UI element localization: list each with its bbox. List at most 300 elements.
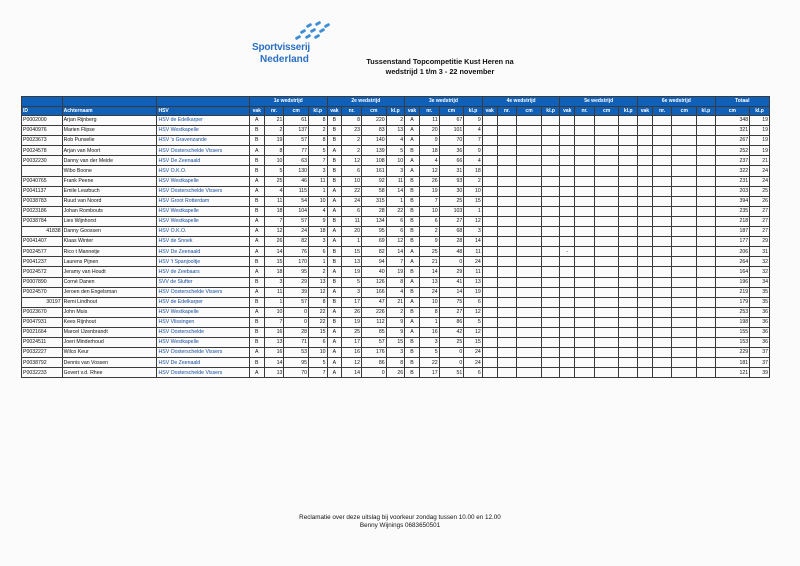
cell-w3-klp: 14 <box>464 237 483 247</box>
cell-total-cm: 164 <box>715 267 749 277</box>
cell-name: Klaas Winter <box>62 237 157 247</box>
cell-w1-klp: 10 <box>308 196 327 206</box>
cell-empty <box>672 297 697 307</box>
cell-w1-cm: 54 <box>284 196 309 206</box>
cell-w3-nr: 6 <box>419 216 439 226</box>
cell-w2-vak: A <box>327 327 342 337</box>
cell-total-cm: 231 <box>715 176 749 186</box>
cell-empty <box>697 307 716 317</box>
cell-total-klp: 19 <box>750 116 770 126</box>
cell-w3-cm: 66 <box>439 156 464 166</box>
cell-w3-vak: B <box>405 186 420 196</box>
cell-empty <box>638 216 653 226</box>
cell-w2-cm: 28 <box>361 206 386 216</box>
cell-w1-cm: 57 <box>284 297 309 307</box>
cell-name: Danny van der Meide <box>62 156 157 166</box>
cell-empty <box>497 186 517 196</box>
cell-w1-cm: 29 <box>284 277 309 287</box>
cell-hsv: HSV De Zeenaald <box>157 156 249 166</box>
cell-total-klp: 36 <box>750 327 770 337</box>
cell-empty <box>697 136 716 146</box>
cell-empty <box>652 348 672 358</box>
cell-total-klp: 24 <box>750 166 770 176</box>
cell-empty <box>652 277 672 287</box>
cell-empty <box>594 287 619 297</box>
cell-w3-nr: 3 <box>419 338 439 348</box>
cell-w3-cm: 0 <box>439 358 464 368</box>
cell-total-cm: 235 <box>715 206 749 216</box>
cell-empty <box>497 348 517 358</box>
cell-w3-vak: B <box>405 267 420 277</box>
cell-empty <box>560 307 575 317</box>
cell-w1-cm: 77 <box>284 146 309 156</box>
cell-w1-nr: 1 <box>264 297 284 307</box>
cell-empty <box>672 277 697 287</box>
cell-total-cm: 177 <box>715 237 749 247</box>
cell-empty <box>697 257 716 267</box>
table-row <box>22 267 770 277</box>
cell-empty <box>560 136 575 146</box>
cell-empty <box>482 146 497 156</box>
cell-w3-nr: 12 <box>419 166 439 176</box>
cell-w2-cm: 85 <box>361 327 386 337</box>
cell-empty <box>497 216 517 226</box>
cell-w3-cm: 29 <box>439 267 464 277</box>
table-row <box>22 368 770 378</box>
cell-empty <box>517 287 542 297</box>
cell-w3-nr: 24 <box>419 287 439 297</box>
header-sub-klp: kl.p <box>308 106 327 116</box>
cell-w2-cm: 108 <box>361 156 386 166</box>
cell-w3-vak: A <box>405 136 420 146</box>
cell-empty <box>575 196 595 206</box>
cell-empty <box>672 186 697 196</box>
cell-empty <box>619 166 638 176</box>
cell-empty <box>619 146 638 156</box>
cell-w1-klp: 13 <box>308 277 327 287</box>
cell-w1-vak: A <box>249 348 264 358</box>
cell-empty <box>638 146 653 156</box>
cell-w1-cm: 70 <box>284 368 309 378</box>
cell-empty <box>619 348 638 358</box>
cell-empty <box>541 317 560 327</box>
cell-w2-vak: A <box>327 287 342 297</box>
cell-name: Arjan Rijnberg <box>62 116 157 126</box>
cell-empty <box>575 348 595 358</box>
table-row <box>22 116 770 126</box>
cell-w2-vak: B <box>327 247 342 257</box>
cell-w2-cm: 140 <box>361 136 386 146</box>
cell-empty <box>697 126 716 136</box>
cell-total-cm: 219 <box>715 287 749 297</box>
sportvisserij-logo <box>252 22 332 70</box>
cell-empty <box>575 368 595 378</box>
cell-empty <box>638 277 653 287</box>
table-row <box>22 166 770 176</box>
logo-text-line2: Nederland <box>260 54 309 65</box>
cell-w3-cm: 28 <box>439 237 464 247</box>
cell-w1-cm: 115 <box>284 186 309 196</box>
cell-w1-cm: 130 <box>284 166 309 176</box>
cell-empty <box>482 247 497 257</box>
cell-empty <box>497 267 517 277</box>
header-totaal-klp: kl.p <box>750 106 770 116</box>
cell-empty <box>517 327 542 337</box>
cell-w1-vak: A <box>249 186 264 196</box>
cell-empty <box>560 257 575 267</box>
cell-empty <box>517 358 542 368</box>
cell-w3-nr: 5 <box>419 348 439 358</box>
cell-empty <box>638 227 653 237</box>
cell-w3-vak: A <box>405 277 420 287</box>
cell-id: P0007890 <box>22 277 63 287</box>
cell-w3-cm: 27 <box>439 216 464 226</box>
cell-empty <box>638 307 653 317</box>
cell-w1-klp: 5 <box>308 146 327 156</box>
cell-w2-vak: A <box>327 186 342 196</box>
cell-empty <box>697 206 716 216</box>
cell-w3-cm: 75 <box>439 297 464 307</box>
header-sub-cm: cm <box>361 106 386 116</box>
cell-w1-klp: 9 <box>308 216 327 226</box>
cell-total-cm: 253 <box>715 307 749 317</box>
cell-w2-cm: 226 <box>361 307 386 317</box>
cell-empty <box>697 338 716 348</box>
cell-empty <box>652 257 672 267</box>
cell-empty <box>652 307 672 317</box>
cell-w1-cm: 61 <box>284 116 309 126</box>
cell-empty <box>497 156 517 166</box>
cell-total-cm: 203 <box>715 186 749 196</box>
cell-empty <box>560 206 575 216</box>
header-round-5: 5e wedstrijd <box>560 97 638 107</box>
cell-empty <box>482 227 497 237</box>
cell-w3-vak: A <box>405 116 420 126</box>
cell-w3-cm: 0 <box>439 257 464 267</box>
cell-name: Remi Lindhout <box>62 297 157 307</box>
cell-id: P0021664 <box>22 327 63 337</box>
cell-w1-cm: 95 <box>284 358 309 368</box>
cell-hsv: HSV 's Gravenzande <box>157 136 249 146</box>
cell-empty <box>672 317 697 327</box>
cell-empty <box>619 237 638 247</box>
cell-empty <box>517 156 542 166</box>
table-row <box>22 216 770 226</box>
cell-name: Frank Peene <box>62 176 157 186</box>
cell-w2-nr: 15 <box>342 247 362 257</box>
cell-w2-klp: 5 <box>386 146 405 156</box>
cell-w1-cm: 0 <box>284 307 309 317</box>
cell-hsv: HSV Oosterschelde Vissers <box>157 287 249 297</box>
cell-w2-klp: 3 <box>386 166 405 176</box>
cell-name: Dennis van Vossen <box>62 358 157 368</box>
cell-empty <box>541 216 560 226</box>
cell-empty <box>594 277 619 287</box>
cell-w1-nr: 13 <box>264 368 284 378</box>
cell-w3-klp: 4 <box>464 126 483 136</box>
cell-empty <box>652 358 672 368</box>
cell-empty <box>697 358 716 368</box>
cell-w3-nr: 9 <box>419 136 439 146</box>
cell-empty <box>541 136 560 146</box>
cell-empty <box>594 247 619 257</box>
cell-w3-klp: 6 <box>464 368 483 378</box>
cell-empty <box>560 227 575 237</box>
cell-empty <box>652 166 672 176</box>
cell-id: P0032230 <box>22 156 63 166</box>
cell-empty <box>619 338 638 348</box>
table-row <box>22 277 770 287</box>
cell-name: Rico t Mannetje <box>62 247 157 257</box>
cell-empty <box>497 176 517 186</box>
cell-total-cm: 321 <box>715 126 749 136</box>
cell-w2-nr: 20 <box>342 227 362 237</box>
cell-empty <box>560 368 575 378</box>
cell-empty <box>697 287 716 297</box>
cell-w2-nr: 16 <box>342 348 362 358</box>
cell-empty <box>560 317 575 327</box>
cell-w3-cm: 67 <box>439 116 464 126</box>
cell-name: Arjan van Moort <box>62 146 157 156</box>
cell-name: Emile Learbuch <box>62 186 157 196</box>
header-sub-klp: kl.p <box>619 106 638 116</box>
cell-w2-cm: 83 <box>361 126 386 136</box>
cell-w3-klp: 11 <box>464 247 483 257</box>
cell-w2-nr: 26 <box>342 307 362 317</box>
cell-w3-klp: 12 <box>464 307 483 317</box>
header-sub-klp: kl.p <box>386 106 405 116</box>
cell-total-klp: 35 <box>750 287 770 297</box>
cell-empty <box>517 136 542 146</box>
cell-id: P0041137 <box>22 186 63 196</box>
cell-empty <box>697 146 716 156</box>
cell-w3-vak: B <box>405 227 420 237</box>
cell-w1-cm: 28 <box>284 327 309 337</box>
cell-w2-vak: A <box>327 146 342 156</box>
cell-empty <box>619 136 638 146</box>
cell-empty <box>497 126 517 136</box>
cell-empty <box>560 348 575 358</box>
cell-empty <box>517 116 542 126</box>
cell-w3-nr: 7 <box>419 196 439 206</box>
cell-empty <box>541 307 560 317</box>
cell-w1-cm: 95 <box>284 267 309 277</box>
cell-empty <box>497 247 517 257</box>
cell-w1-vak: A <box>249 287 264 297</box>
cell-id: P0023670 <box>22 307 63 317</box>
cell-total-cm: 196 <box>715 277 749 287</box>
table-row <box>22 317 770 327</box>
cell-empty <box>482 156 497 166</box>
cell-w1-nr: 10 <box>264 307 284 317</box>
cell-w1-vak: B <box>249 126 264 136</box>
cell-empty <box>541 206 560 216</box>
cell-w2-cm: 139 <box>361 146 386 156</box>
cell-w3-nr: 1 <box>419 317 439 327</box>
cell-empty <box>619 216 638 226</box>
cell-w2-klp: 14 <box>386 247 405 257</box>
cell-w1-vak: B <box>249 136 264 146</box>
cell-w3-klp: 6 <box>464 297 483 307</box>
table-row <box>22 176 770 186</box>
logo-text-line1: Sportvisserij <box>252 42 310 53</box>
cell-empty <box>652 196 672 206</box>
cell-name: Lies Wijnhorst <box>62 216 157 226</box>
cell-empty <box>638 358 653 368</box>
cell-empty <box>672 136 697 146</box>
cell-w3-vak: B <box>405 287 420 297</box>
cell-w1-klp: 22 <box>308 307 327 317</box>
cell-empty <box>575 176 595 186</box>
cell-empty <box>594 327 619 337</box>
cell-w2-cm: 220 <box>361 116 386 126</box>
cell-empty <box>697 247 716 257</box>
cell-w1-nr: 18 <box>264 267 284 277</box>
cell-empty <box>697 327 716 337</box>
cell-hsv: HSV Oosterschelde Vissers <box>157 146 249 156</box>
cell-empty <box>575 227 595 237</box>
cell-w2-klp: 9 <box>386 317 405 327</box>
cell-w1-cm: 76 <box>284 247 309 257</box>
cell-w3-vak: B <box>405 358 420 368</box>
cell-total-klp: 19 <box>750 146 770 156</box>
cell-empty <box>482 136 497 146</box>
cell-empty <box>594 227 619 237</box>
cell-w1-klp: 6 <box>308 247 327 257</box>
cell-empty <box>638 156 653 166</box>
cell-w1-vak: B <box>249 206 264 216</box>
footer-note <box>250 514 550 530</box>
cell-empty <box>652 287 672 297</box>
cell-empty <box>638 368 653 378</box>
cell-w2-vak: B <box>327 317 342 327</box>
cell-w1-cm: 137 <box>284 126 309 136</box>
cell-w3-klp: 1 <box>464 206 483 216</box>
cell-empty <box>652 368 672 378</box>
cell-w3-klp: 4 <box>464 156 483 166</box>
cell-w2-vak: A <box>327 348 342 358</box>
cell-empty <box>541 338 560 348</box>
cell-id: P0038792 <box>22 358 63 368</box>
cell-total-cm: 198 <box>715 317 749 327</box>
cell-w1-vak: B <box>249 317 264 327</box>
cell-w3-cm: 14 <box>439 287 464 297</box>
cell-empty <box>541 196 560 206</box>
cell-w2-klp: 9 <box>386 327 405 337</box>
cell-empty <box>517 307 542 317</box>
cell-empty <box>672 338 697 348</box>
cell-w3-cm: 103 <box>439 206 464 216</box>
cell-w2-nr: 1 <box>342 237 362 247</box>
cell-w3-cm: 0 <box>439 348 464 358</box>
cell-w2-vak: A <box>327 368 342 378</box>
cell-w2-klp: 11 <box>386 176 405 186</box>
cell-empty <box>594 176 619 186</box>
cell-empty <box>638 116 653 126</box>
cell-w2-klp: 26 <box>386 368 405 378</box>
cell-empty <box>497 368 517 378</box>
header-sub-klp: kl.p <box>541 106 560 116</box>
cell-empty <box>638 267 653 277</box>
cell-w2-cm: 134 <box>361 216 386 226</box>
cell-w2-nr: 6 <box>342 206 362 216</box>
cell-w3-klp: 11 <box>464 267 483 277</box>
cell-empty <box>497 136 517 146</box>
cell-w2-cm: 92 <box>361 176 386 186</box>
header-sub-vak: vak <box>638 106 653 116</box>
cell-w2-vak: A <box>327 237 342 247</box>
cell-empty <box>638 287 653 297</box>
cell-w2-klp: 2 <box>386 116 405 126</box>
cell-empty <box>697 216 716 226</box>
cell-name: Danny Goossen <box>62 227 157 237</box>
cell-w1-klp: 15 <box>308 327 327 337</box>
cell-empty <box>482 297 497 307</box>
cell-w3-vak: B <box>405 176 420 186</box>
cell-name: Govert v.d. Rhee <box>62 368 157 378</box>
cell-w1-klp: 4 <box>308 206 327 216</box>
cell-empty <box>575 327 595 337</box>
cell-empty <box>560 186 575 196</box>
cell-w2-klp: 6 <box>386 216 405 226</box>
cell-w2-vak: B <box>327 257 342 267</box>
cell-w1-nr: 2 <box>264 126 284 136</box>
cell-total-cm: 229 <box>715 348 749 358</box>
cell-empty <box>482 277 497 287</box>
cell-w2-klp: 13 <box>386 126 405 136</box>
table-row <box>22 257 770 267</box>
cell-empty <box>672 126 697 136</box>
cell-empty <box>497 358 517 368</box>
cell-w2-klp: 3 <box>386 348 405 358</box>
cell-w2-vak: B <box>327 116 342 126</box>
cell-empty <box>517 368 542 378</box>
cell-hsv: HSV De Zeenaald <box>157 358 249 368</box>
cell-w1-vak: B <box>249 277 264 287</box>
cell-w2-nr: 11 <box>342 216 362 226</box>
cell-w1-vak: B <box>249 196 264 206</box>
cell-w1-nr: 7 <box>264 216 284 226</box>
cell-empty <box>594 257 619 267</box>
cell-empty <box>560 358 575 368</box>
cell-id: P0038783 <box>22 196 63 206</box>
cell-w3-nr: 25 <box>419 247 439 257</box>
cell-empty <box>638 176 653 186</box>
cell-empty <box>517 277 542 287</box>
cell-w2-cm: 95 <box>361 227 386 237</box>
cell-empty <box>482 176 497 186</box>
cell-empty <box>497 257 517 267</box>
cell-w1-nr: 19 <box>264 136 284 146</box>
cell-w1-cm: 39 <box>284 287 309 297</box>
cell-empty <box>672 267 697 277</box>
cell-empty <box>638 257 653 267</box>
cell-total-cm: 394 <box>715 196 749 206</box>
cell-empty <box>575 216 595 226</box>
cell-empty <box>672 176 697 186</box>
header-sub-nr: nr. <box>652 106 672 116</box>
cell-empty <box>541 327 560 337</box>
cell-empty <box>560 277 575 287</box>
cell-empty <box>482 267 497 277</box>
cell-id: P0032233 <box>22 368 63 378</box>
cell-w1-cm: 71 <box>284 338 309 348</box>
cell-empty <box>619 257 638 267</box>
cell-total-cm: 267 <box>715 136 749 146</box>
cell-name: Wibo Boone <box>62 166 157 176</box>
cell-empty <box>672 196 697 206</box>
cell-id: P0041237 <box>22 257 63 267</box>
